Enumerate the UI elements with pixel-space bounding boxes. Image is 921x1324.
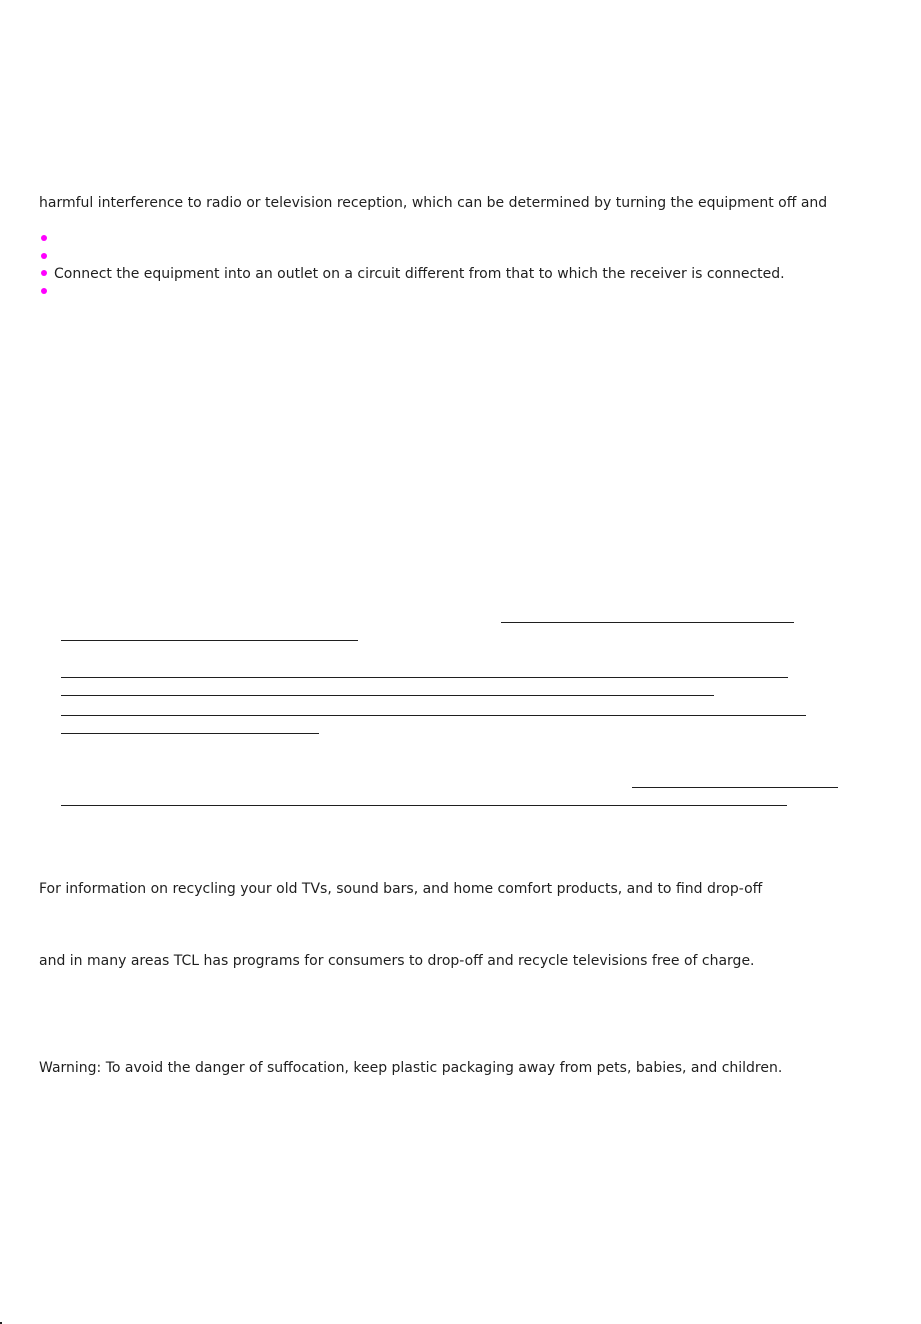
link-underline[interactable] [501,622,794,623]
fcc-intro-line: harmful interference to radio or television reception, which can be determined by turning the equipment off and [39,195,828,211]
bullet-icon [41,235,47,241]
measure-item-3: Connect the equipment into an outlet on a circuit different from that to which the receiver is connected. [54,266,785,282]
recycling-line-1: For information on recycling your old TVs, sound bars, and home comfort products, and to find drop-off [39,881,763,897]
link-underline[interactable] [632,787,838,788]
link-underline[interactable] [61,715,806,716]
bullet-icon [41,270,47,276]
link-underline[interactable] [61,677,788,678]
recycling-line-2: and in many areas TCL has programs for consumers to drop-off and recycle televisions free of charge. [39,953,755,969]
link-underline[interactable] [61,695,714,696]
bullet-icon [41,253,47,259]
link-underline[interactable] [61,640,358,641]
bullet-icon [41,288,47,294]
suffocation-warning: Warning: To avoid the danger of suffocation, keep plastic packaging away from pets, babies, and children. [39,1060,783,1076]
link-underline[interactable] [61,733,319,734]
link-underline[interactable] [61,805,787,806]
